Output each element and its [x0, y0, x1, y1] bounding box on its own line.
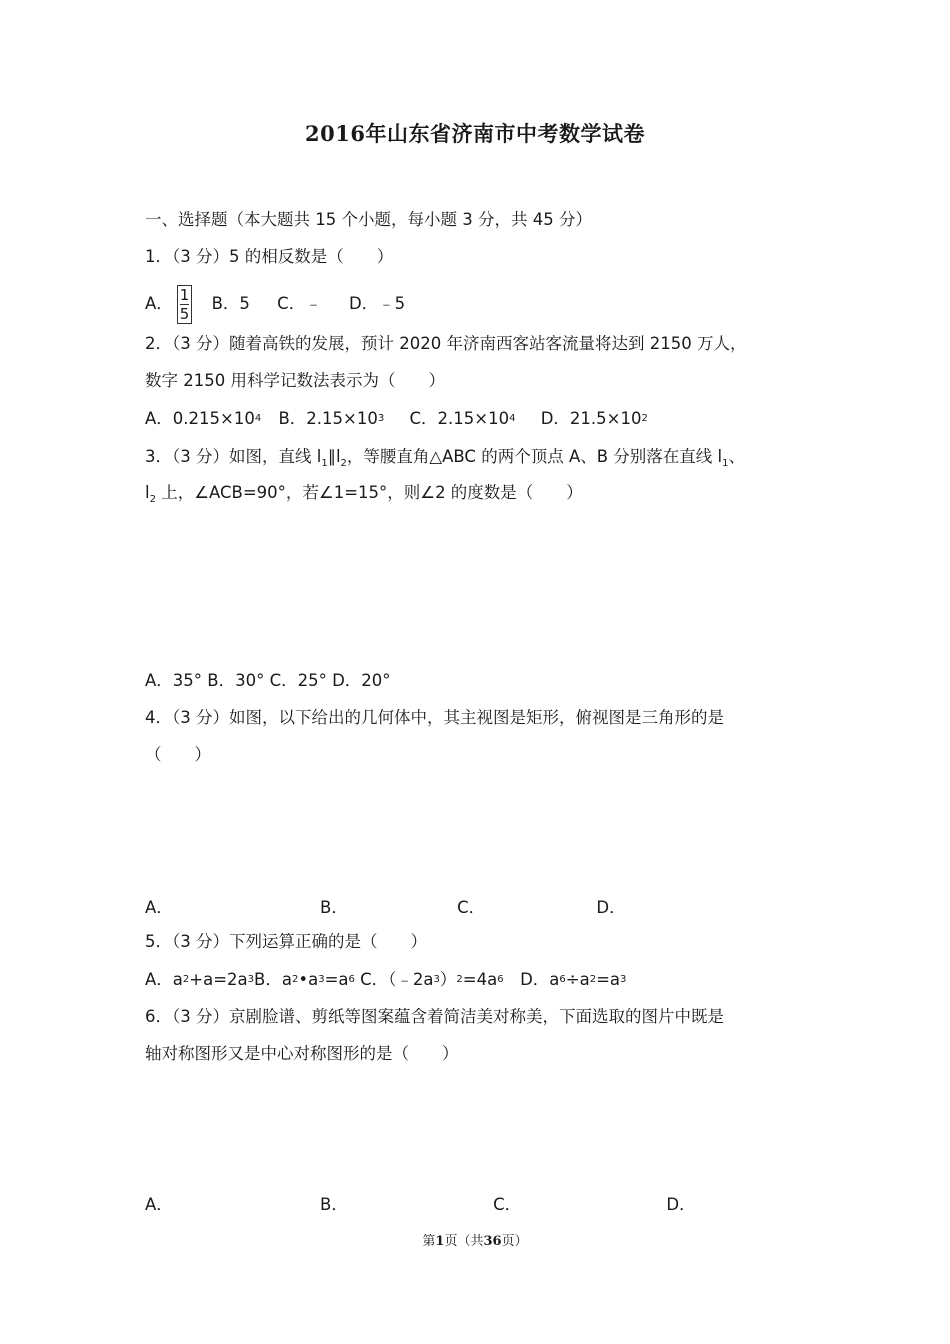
- option-d: D．: [666, 1195, 696, 1214]
- option-c: C．: [457, 898, 486, 917]
- question-6-stem-line1: 6．（3 分）京剧脸谱、剪纸等图案蕴含着简洁美对称美，下面选取的图片中既是: [145, 1007, 724, 1026]
- option-d: D．: [596, 898, 626, 917]
- option-d: D．﹣5: [348, 294, 406, 313]
- question-1-options: [145, 285, 405, 324]
- question-6-stem-line2: 轴对称图形又是中心对称图形的是（ ）: [145, 1044, 459, 1063]
- question-4-options: [145, 896, 626, 920]
- option-a-label: A．: [145, 294, 173, 313]
- fraction-one-fifth: $\frac{1}{5}$: [177, 285, 193, 324]
- page-footer: 第1页（共36页）: [422, 1234, 528, 1249]
- option-b: B．: [320, 1195, 348, 1214]
- option-c: C．: [493, 1195, 522, 1214]
- option-a: A．: [145, 898, 173, 917]
- question-1-stem: 1．（3 分）5 的相反数是（ ）: [145, 247, 394, 266]
- question-3-stem-line1: 3．（3 分）如图，直线 $l_1\parallel l_2$，等腰直角△ABC 的两个顶点 A、B 分别落在直线 $l_1$、: [145, 447, 745, 469]
- option-c: C．2.15×10: [409, 409, 510, 428]
- question-5-stem: 5．（3 分）下列运算正确的是（ ）: [145, 932, 427, 951]
- question-2-options: A．$0.215\times 10^4$ B．$2.15\times 10^3$ C．$2.15\times 10^4$ D．$21.5\times 10^2$: [145, 409, 648, 428]
- option-b: B．: [320, 898, 348, 917]
- option-d: D．21.5×10: [540, 409, 642, 428]
- option-b: B．2.15×10: [278, 409, 378, 428]
- option-a: A．0.215×10: [145, 409, 255, 428]
- page-number: 1: [435, 1234, 445, 1249]
- total-pages: 36: [483, 1234, 502, 1249]
- option-a: A．: [145, 1195, 173, 1214]
- page-title: 2016年山东省济南市中考数学试卷: [305, 121, 645, 146]
- question-4-stem-line2: （ ）: [145, 745, 211, 764]
- question-3-stem-line2: $l_2$ 上，∠ACB=90°，若∠1=15°，则∠2 的度数是（ ）: [145, 483, 583, 505]
- question-5-options: A．$a^2+a=2a^3B$．$a^2•a^3=a^6$ C．$(﹣2a^3)^2=4a^6$ D．$a^6\div a^2=a^3$: [145, 970, 627, 989]
- option-c: C．﹣: [277, 294, 322, 313]
- question-2-stem-line1: 2．（3 分）随着高铁的发展，预计 2020 年济南西客站客流量将达到 2150 万人，: [145, 334, 747, 353]
- section-heading: 一、选择题（本大题共 15 个小题，每小题 3 分，共 45 分）: [145, 210, 592, 229]
- question-6-options: [145, 1193, 696, 1217]
- question-3-options: A．35° B．30° C．25° D．20°: [145, 671, 391, 690]
- question-4-stem-line1: 4．（3 分）如图，以下给出的几何体中，其主视图是矩形，俯视图是三角形的是: [145, 708, 724, 727]
- question-2-stem-line2: 数字 2150 用科学记数法表示为（ ）: [145, 371, 445, 390]
- option-b: B．5: [211, 294, 250, 313]
